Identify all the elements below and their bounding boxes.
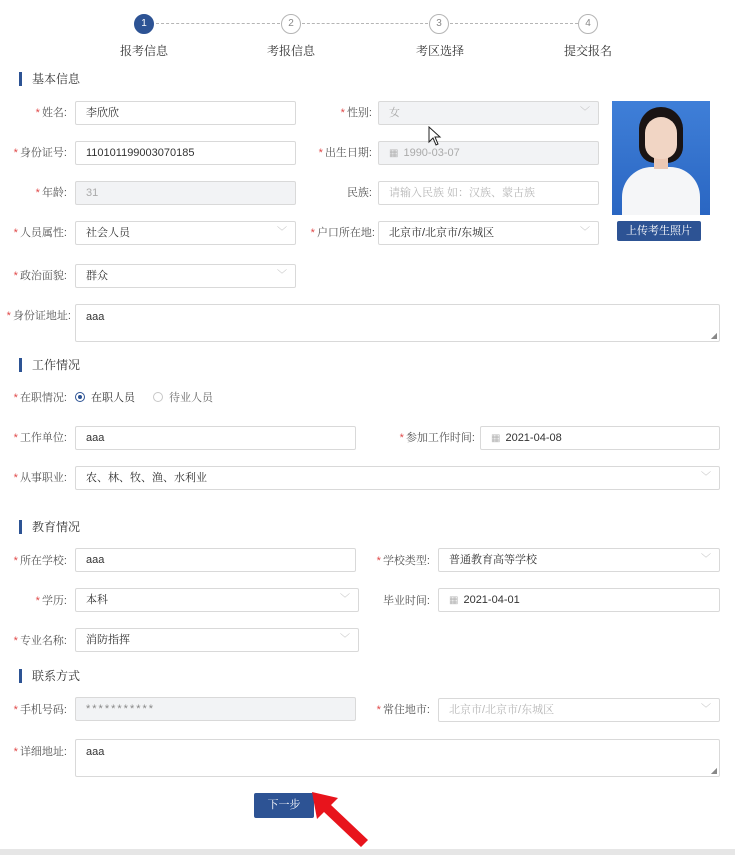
address-textarea[interactable] [75, 739, 720, 777]
id-address-textarea[interactable] [75, 304, 720, 342]
birth-label [319, 146, 372, 160]
section-basic-title: 基本信息 [19, 72, 80, 86]
chevron-down-icon: ﹀ [701, 554, 711, 565]
required-mark: * [13, 746, 18, 758]
phone-input[interactable]: *********** [75, 697, 356, 721]
next-step-button[interactable]: 下一步 [254, 793, 314, 818]
person-attr-value: 社会人员 [86, 227, 130, 239]
required-mark: * [399, 432, 404, 444]
school-type-value: 普通教育高等学校 [449, 554, 537, 566]
politics-label [14, 269, 67, 283]
required-mark: * [376, 555, 381, 567]
hukou-select[interactable] [378, 221, 599, 245]
work-unit-input[interactable]: aaa [75, 426, 356, 450]
degree-label-text: 学历: [41, 595, 67, 607]
join-date-value: 2021-04-08 [505, 432, 562, 444]
chevron-down-icon: ﹀ [701, 704, 711, 715]
residence-select[interactable] [438, 698, 720, 722]
grad-date-label: 毕业时间: [382, 595, 430, 607]
degree-value: 本科 [86, 594, 108, 606]
school-input[interactable]: aaa [75, 548, 356, 572]
chevron-down-icon: ﹀ [277, 227, 287, 238]
section-contact-title: 联系方式 [19, 669, 80, 683]
work-unit-label [14, 431, 67, 445]
name-input[interactable]: 李欣欣 [75, 101, 296, 125]
step-3-circle[interactable]: 3 [429, 14, 449, 34]
work-status-label [14, 391, 67, 405]
required-mark: * [13, 227, 18, 239]
residence-label-text: 常住地市: [382, 704, 430, 716]
required-mark: * [13, 635, 18, 647]
idno-input[interactable]: 110101199003070185 [75, 141, 296, 165]
required-mark: * [13, 704, 18, 716]
birth-label-text: 出生日期: [324, 147, 372, 159]
step-connector [450, 23, 578, 24]
applicant-photo [612, 101, 710, 215]
required-mark: * [376, 704, 381, 716]
section-education-title: 教育情况 [19, 520, 80, 534]
radio-checked-icon [75, 392, 85, 402]
id-address-value: aaa [86, 311, 105, 323]
hukou-value: 北京市/北京市/东城区 [389, 227, 495, 239]
required-mark: * [13, 555, 18, 567]
radio-employed[interactable] [75, 391, 135, 405]
mouse-cursor-icon [428, 126, 442, 146]
person-attr-label-text: 人员属性: [19, 227, 67, 239]
chevron-down-icon: ﹀ [277, 270, 287, 281]
calendar-icon: ▦ [389, 148, 399, 159]
person-attr-label [14, 226, 67, 240]
phone-label [14, 703, 67, 717]
join-date-label [400, 431, 475, 445]
step-2-circle[interactable]: 2 [281, 14, 301, 34]
address-value: aaa [86, 746, 105, 758]
address-label [14, 745, 67, 759]
upload-photo-button[interactable]: 上传考生照片 [617, 221, 701, 241]
major-label [14, 634, 67, 648]
grad-date-input[interactable] [438, 588, 720, 612]
step-3-label: 考区选择 [415, 44, 464, 58]
hukou-label [311, 226, 375, 240]
degree-label [36, 594, 67, 608]
radio-unemployed-label: 待业人员 [169, 392, 213, 404]
gender-label [341, 106, 372, 120]
required-mark: * [13, 472, 18, 484]
phone-label-text: 手机号码: [19, 704, 67, 716]
major-select[interactable] [75, 628, 359, 652]
id-address-label [7, 309, 71, 323]
degree-select[interactable] [75, 588, 359, 612]
residence-label [377, 703, 430, 717]
id-address-label-text: 身份证地址: [12, 310, 71, 322]
ethnic-input[interactable]: 请输入民族 如：汉族、蒙古族 [378, 181, 599, 205]
age-label-text: 年龄: [41, 187, 67, 199]
residence-value: 北京市/北京市/东城区 [449, 704, 555, 716]
step-2-label: 考报信息 [266, 44, 315, 58]
step-1-circle[interactable]: 1 [134, 14, 154, 34]
step-1-label: 报考信息 [119, 44, 168, 58]
address-label-text: 详细地址: [19, 746, 67, 758]
required-mark: * [13, 147, 18, 159]
school-label-text: 所在学校: [19, 555, 67, 567]
chevron-down-icon: ﹀ [340, 634, 350, 645]
chevron-down-icon: ﹀ [580, 107, 590, 118]
required-mark: * [13, 270, 18, 282]
calendar-icon: ▦ [491, 433, 501, 444]
ethnic-label: 民族: [346, 187, 372, 199]
required-mark: * [35, 107, 40, 119]
grad-date-value: 2021-04-01 [463, 594, 520, 606]
resize-grip-icon[interactable]: ◢ [710, 331, 717, 340]
step-4-label: 提交报名 [563, 44, 612, 58]
age-input[interactable]: 31 [75, 181, 296, 205]
major-label-text: 专业名称: [19, 635, 67, 647]
idno-label-text: 身份证号: [19, 147, 67, 159]
radio-unchecked-icon [153, 392, 163, 402]
industry-value: 农、林、牧、渔、水利业 [86, 472, 207, 484]
step-4-circle[interactable]: 4 [578, 14, 598, 34]
gender-value: 女 [389, 107, 400, 119]
work-unit-label-text: 工作单位: [19, 432, 67, 444]
politics-select[interactable] [75, 264, 296, 288]
politics-value: 群众 [86, 270, 108, 282]
major-value: 消防指挥 [86, 634, 130, 646]
required-mark: * [35, 187, 40, 199]
calendar-icon: ▦ [449, 595, 459, 606]
required-mark: * [13, 392, 18, 404]
required-mark: * [310, 227, 315, 239]
resize-grip-icon[interactable]: ◢ [710, 766, 717, 775]
industry-select[interactable] [75, 466, 720, 490]
name-label-text: 姓名: [41, 107, 67, 119]
join-date-label-text: 参加工作时间: [405, 432, 475, 444]
gender-select[interactable] [378, 101, 599, 125]
work-status-label-text: 在职情况: [19, 392, 67, 404]
school-type-label-text: 学校类型: [382, 555, 430, 567]
required-mark: * [6, 310, 11, 322]
radio-unemployed[interactable] [153, 391, 213, 405]
school-type-label [377, 554, 430, 568]
chevron-down-icon: ﹀ [340, 594, 350, 605]
age-label [36, 186, 67, 200]
step-connector [156, 23, 280, 24]
name-label [36, 106, 67, 120]
required-mark: * [340, 107, 345, 119]
politics-label-text: 政治面貌: [19, 270, 67, 282]
step-connector [302, 23, 428, 24]
red-arrow-icon [306, 786, 376, 848]
hukou-label-text: 户口所在地: [316, 227, 375, 239]
join-date-input[interactable] [480, 426, 720, 450]
birth-value: 1990-03-07 [403, 147, 460, 159]
industry-label [14, 471, 67, 485]
industry-label-text: 从事职业: [19, 472, 67, 484]
section-work-title: 工作情况 [19, 358, 80, 372]
radio-employed-label: 在职人员 [91, 392, 135, 404]
bottom-bar [0, 849, 735, 855]
person-attr-select[interactable] [75, 221, 296, 245]
chevron-down-icon: ﹀ [701, 472, 711, 483]
required-mark: * [35, 595, 40, 607]
birth-date-input[interactable] [378, 141, 599, 165]
gender-label-text: 性别: [346, 107, 372, 119]
school-label [14, 554, 67, 568]
chevron-down-icon: ﹀ [580, 227, 590, 238]
school-type-select[interactable] [438, 548, 720, 572]
idno-label [14, 146, 67, 160]
required-mark: * [13, 432, 18, 444]
required-mark: * [318, 147, 323, 159]
